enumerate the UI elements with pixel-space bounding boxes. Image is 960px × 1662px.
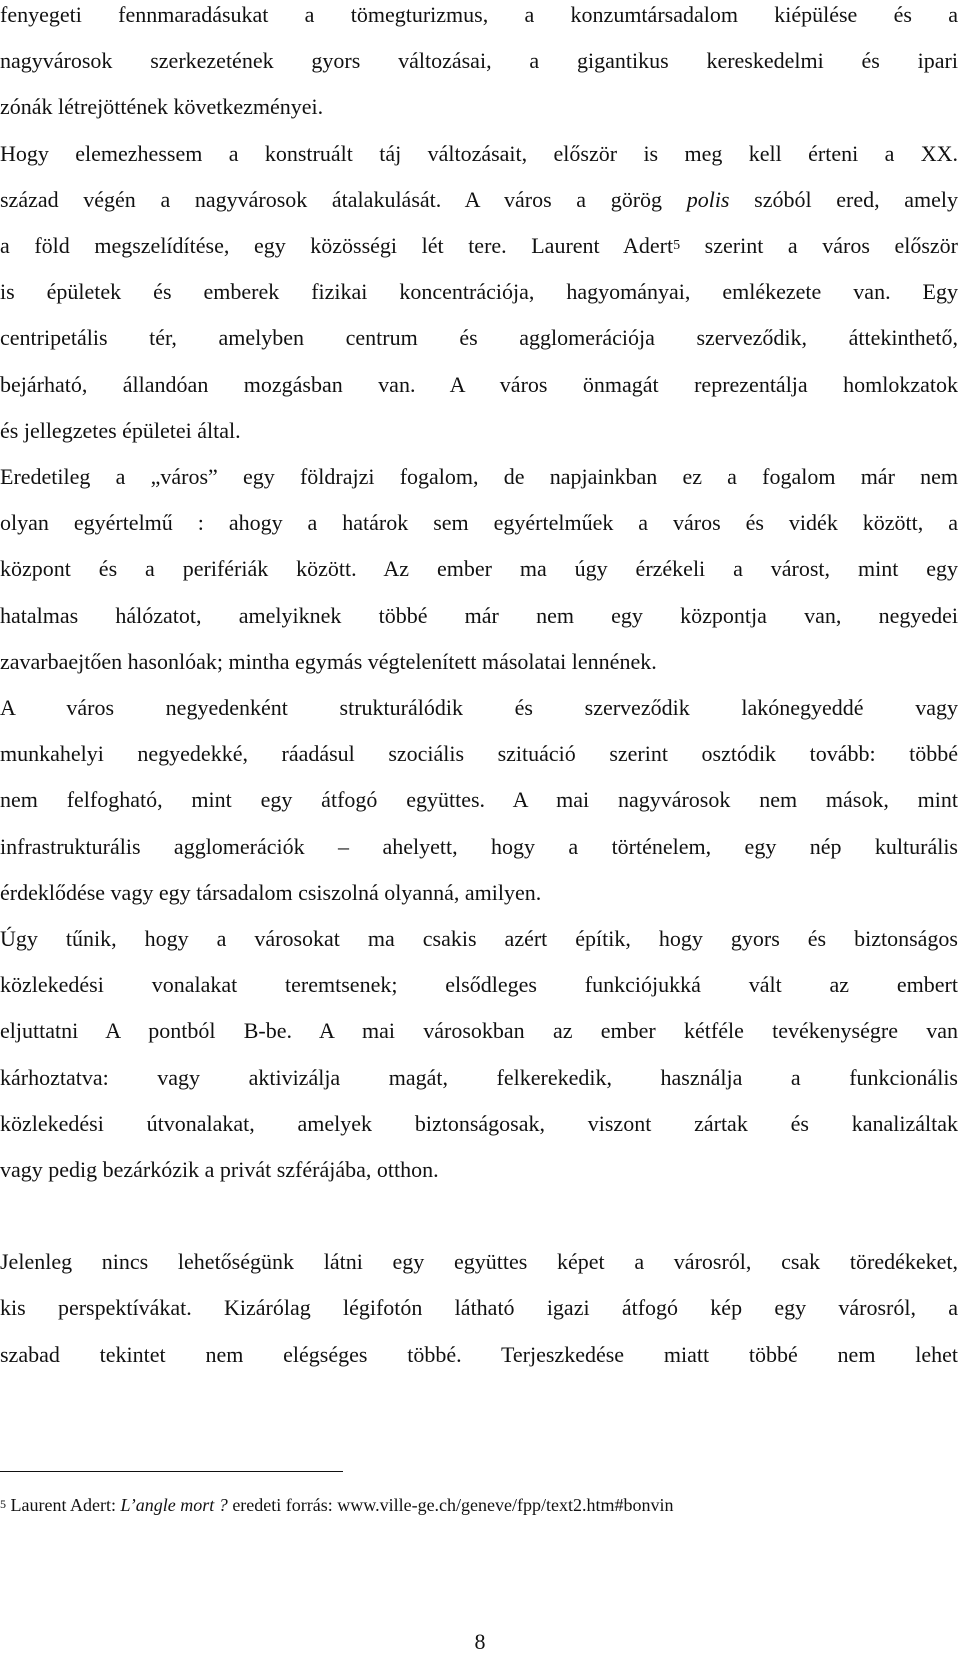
footnote-text-after: eredeti forrás: www.ville-ge.ch/geneve/fpp/text2.htm#bonvin — [227, 1495, 674, 1515]
footnote — [0, 1494, 674, 1516]
text-line: és jellegzetes épületei által. — [0, 417, 241, 443]
footnote-number: 5 — [0, 1497, 6, 1511]
text-line: A város negyedenként strukturálódik és szerveződik lakónegyeddé vagy — [0, 695, 958, 720]
text-run: század végén a nagyvárosok átalakulását. A város a görög — [0, 186, 687, 212]
text-line: érdeklődése vagy egy társadalom csiszolná olyanná, amilyen. — [0, 879, 542, 905]
text-line: zónák létrejöttének következményei. — [0, 94, 324, 120]
text-line: kis perspektívákat. Kizárólag légifotón látható igazi átfogó kép egy városról, a — [0, 1295, 958, 1321]
text-line: zavarbaejtően hasonlóak; mintha egymás végtelenített másolatai lennének. — [0, 648, 657, 674]
text-run: szóból ered, amely — [729, 186, 958, 212]
text-line: kárhoztatva: vagy aktivizálja magát, felkerekedik, használja a funkcionális — [0, 1064, 958, 1090]
text-line: nagyvárosok szerkezetének gyors változásai, a gigantikus kereskedelmi és ipari — [0, 48, 958, 74]
footnote-separator — [0, 1471, 343, 1472]
text-line: közlekedési vonalakat teremtsenek; elsődleges funkciójukká vált az embert — [0, 972, 958, 998]
italic-term: polis — [686, 186, 730, 212]
text-run: szerint a város először — [680, 233, 959, 258]
text-line: fenyegeti fennmaradásukat a tömegturizmus, a konzumtársadalom kiépülése és a — [0, 2, 958, 27]
text-line: Úgy tűnik, hogy a városokat ma csakis azért építik, hogy gyors és biztonságos — [0, 926, 958, 951]
text-line — [0, 233, 958, 259]
text-line: hatalmas hálózatot, amelyiknek többé már nem egy központja van, negyedei — [0, 602, 958, 628]
text-line: is épületek és emberek fizikai koncentrációja, hagyományai, emlékezete van. Egy — [0, 279, 958, 305]
text-line: Eredetileg a „város” egy földrajzi fogalom, de napjainkban ez a fogalom már nem — [0, 464, 958, 489]
text-line: szabad tekintet nem elégséges többé. Terjeszkedése miatt többé nem lehet — [0, 1341, 958, 1367]
footnote-reference: 5 — [673, 238, 681, 253]
text-line: Hogy elemezhessem a konstruált táj változásait, először is meg kell érteni a XX. — [0, 140, 958, 166]
footnote-text-before: Laurent Adert: — [6, 1495, 121, 1515]
text-line: nem felfogható, mint egy átfogó együttes. A mai nagyvárosok nem mások, mint — [0, 787, 958, 813]
text-line — [0, 187, 958, 213]
text-line: munkahelyi negyedekké, ráadásul szociális szituáció szerint osztódik tovább: többé — [0, 741, 958, 767]
text-run: a föld megszelídítése, egy közösségi lét tere. Laurent Adert — [0, 233, 674, 258]
text-line: vagy pedig bezárkózik a privát szférájába, otthon. — [0, 1157, 439, 1182]
text-line: olyan egyértelmű : ahogy a határok sem egyértelműek a város és vidék között, a — [0, 510, 958, 536]
page-number: 8 — [474, 1629, 486, 1654]
text-line: központ és a perifériák között. Az ember ma úgy érzékeli a várost, mint egy — [0, 556, 958, 582]
text-line: infrastrukturális agglomerációk – ahelyett, hogy a történelem, egy nép kulturális — [0, 833, 958, 859]
text-line: eljuttatni A pontból B-be. A mai városokban az ember kétféle tevékenységre van — [0, 1018, 958, 1044]
text-line: Jelenleg nincs lehetőségünk látni egy együttes képet a városról, csak töredékeket, — [0, 1249, 958, 1275]
footnote-title: L’angle mort ? — [120, 1495, 228, 1515]
text-line: centripetális tér, amelyben centrum és agglomerációja szerveződik, áttekinthető, — [0, 325, 958, 351]
text-line: bejárható, állandóan mozgásban van. A város önmagát reprezentálja homlokzatok — [0, 371, 958, 397]
text-line: közlekedési útvonalakat, amelyek biztonságosak, viszont zártak és kanalizáltak — [0, 1110, 958, 1136]
